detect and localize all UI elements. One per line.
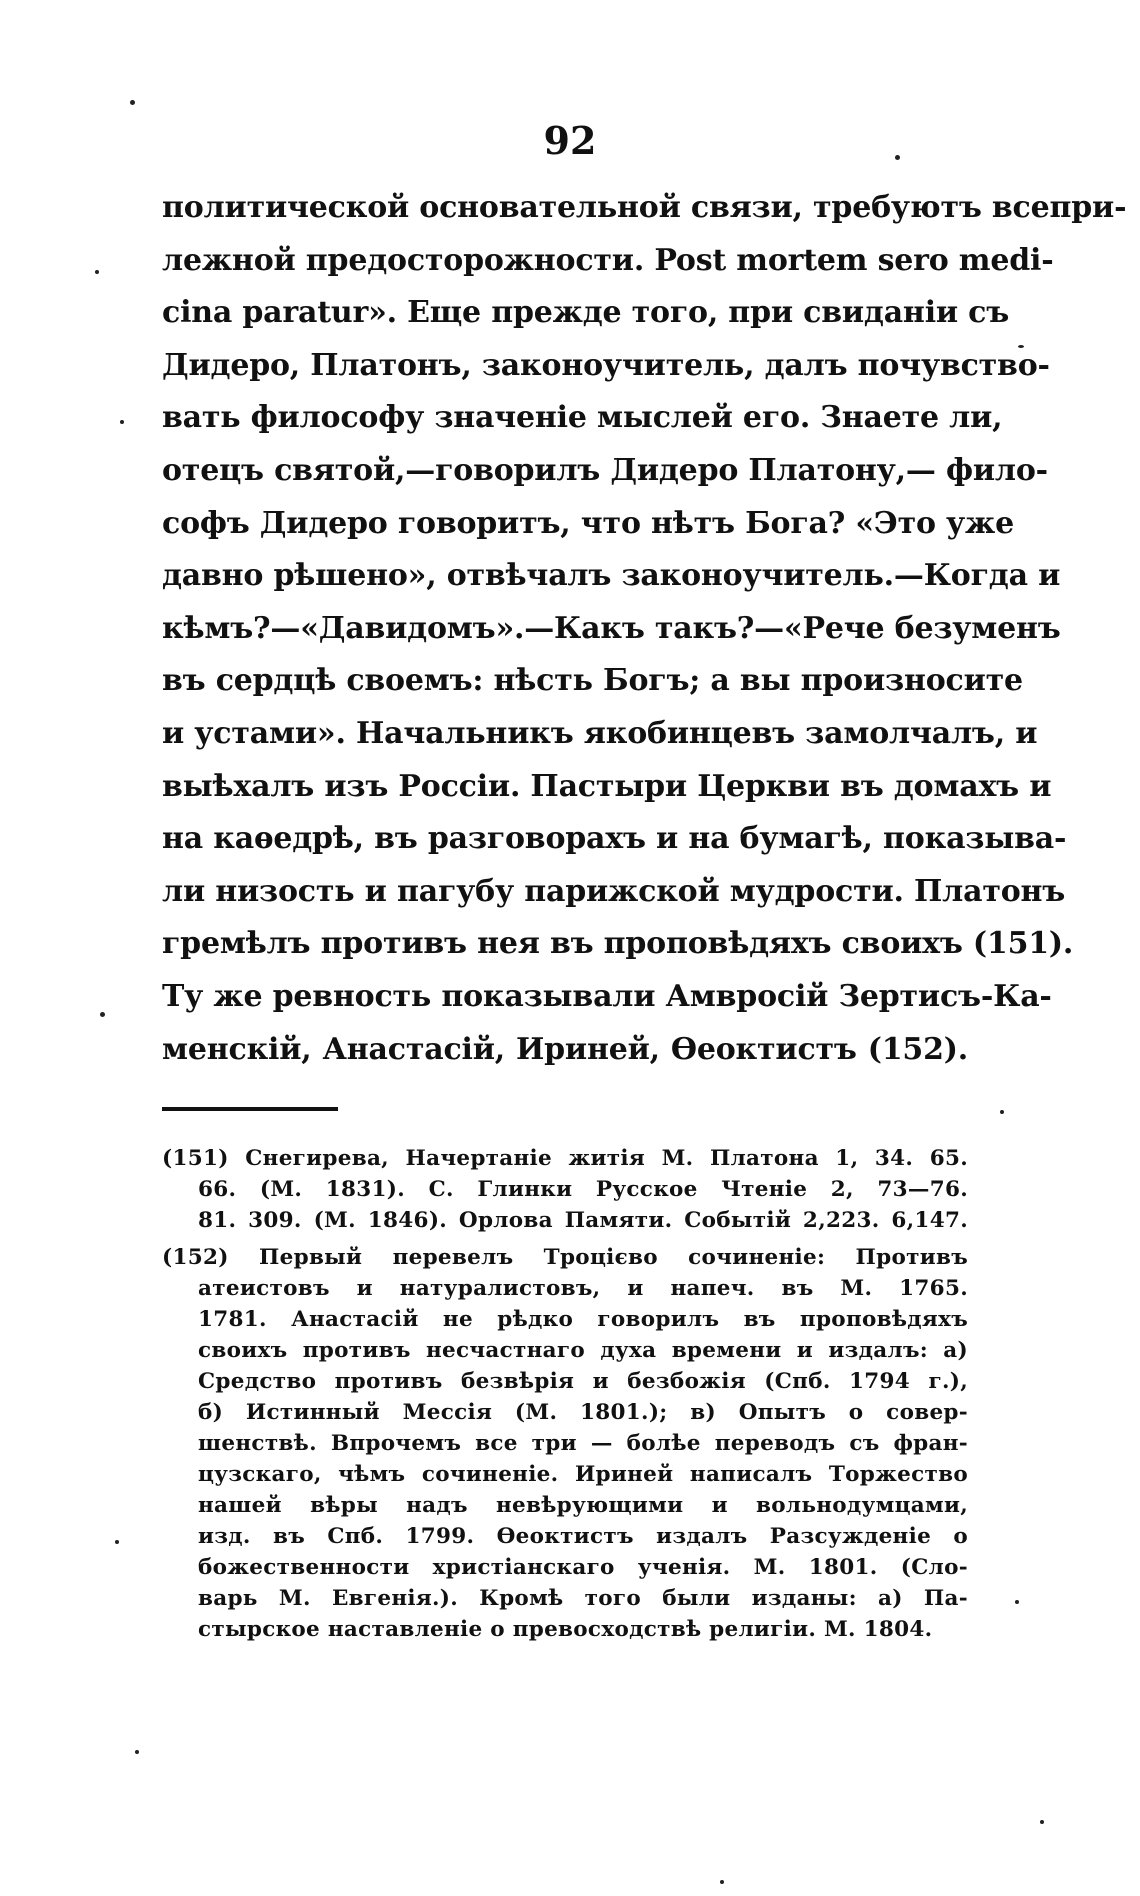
- body-line: кѣмъ?—«Давидомъ».—Какъ такъ?—«Рече безуменъ: [162, 610, 1061, 646]
- body-line: на каѳедрѣ, въ разговорахъ и на бумагѣ, показыва-: [162, 821, 1067, 857]
- footnote-line: атеистовъ и натуралистовъ, и напеч. въ М. 1765.: [198, 1276, 968, 1301]
- footnotes: [162, 1143, 968, 1651]
- scan-speck: [1040, 1820, 1044, 1824]
- scan-speck: [1018, 345, 1024, 348]
- footnote-line: 66. (М. 1831). С. Глинки Русское Чтеніе 2, 73—76.: [198, 1177, 968, 1202]
- footnote-line: нашей вѣры надъ невѣрующими и вольнодумцами,: [198, 1493, 968, 1518]
- scan-speck: [95, 270, 99, 274]
- scan-speck: [720, 1880, 724, 1884]
- body-line: Ту же ревность показывали Амвросій Зертисъ-Ка-: [162, 978, 1052, 1014]
- footnote-line: божественности христіанскаго ученія. М. 1801. (Сло-: [198, 1555, 968, 1580]
- footnote-line: 1781. Анастасій не рѣдко говорилъ въ проповѣдяхъ: [198, 1307, 968, 1332]
- footnote-line: изд. въ Спб. 1799. Ѳеоктистъ издалъ Разсужденіе о: [198, 1524, 968, 1549]
- footnote-152: [162, 1242, 968, 1645]
- footnote-line: шенствѣ. Впрочемъ все три — болѣе переводъ съ фран-: [198, 1431, 968, 1456]
- body-line: выѣхалъ изъ Россіи. Пастыри Церкви въ домахъ и: [162, 768, 1052, 804]
- page-number: 92: [543, 118, 597, 163]
- body-line: лежной предосторожности. Post mortem sero medi-: [162, 242, 1054, 278]
- body-line: и устами». Начальникъ якобинцевъ замолчалъ, и: [162, 715, 1038, 751]
- scan-speck: [1015, 1600, 1019, 1604]
- body-line: софъ Дидеро говоритъ, что нѣтъ Бога? «Это уже: [162, 505, 1015, 541]
- footnote-line: 81. 309. (М. 1846). Орлова Памяти. Событій 2,223. 6,147.: [198, 1208, 968, 1233]
- scan-speck: [100, 1012, 105, 1017]
- footnote-line: своихъ противъ несчастнаго духа времени и издалъ: а): [198, 1338, 968, 1363]
- body-line: отецъ святой,—говорилъ Дидеро Платону,— фило-: [162, 452, 1048, 488]
- scan-speck: [130, 100, 135, 105]
- body-line: ли низость и пагубу парижской мудрости. Платонъ: [162, 873, 1066, 909]
- scan-speck: [115, 1540, 119, 1544]
- scan-speck: [895, 155, 900, 160]
- body-line: политической основательной связи, требуютъ всепри-: [162, 190, 1127, 225]
- footnote-line: б) Истинный Мессія (М. 1801.); в) Опытъ о совер-: [198, 1400, 968, 1425]
- body-line: менскій, Анастасій, Ириней, Ѳеоктистъ (152).: [162, 1031, 968, 1067]
- body-line: вать философу значеніе мыслей его. Знаете ли,: [162, 400, 1003, 436]
- body-line: cina paratur». Еще прежде того, при свиданіи съ: [162, 295, 1010, 331]
- footnote-separator: [162, 1107, 338, 1111]
- footnote-line: варь М. Евгенія.). Кромѣ того были изданы: а) Па-: [198, 1586, 968, 1611]
- scan-speck: [135, 1750, 139, 1754]
- scan-speck: [1000, 1110, 1004, 1114]
- body-text: [162, 182, 1127, 1076]
- footnote-line: Средство противъ безвѣрія и безбожія (Спб. 1794 г.),: [198, 1369, 968, 1394]
- body-line: гремѣлъ противъ нея въ проповѣдяхъ своихъ (151).: [162, 926, 1074, 962]
- body-line: давно рѣшено», отвѣчалъ законоучитель.—Когда и: [162, 558, 1061, 594]
- footnote-151: [162, 1143, 968, 1236]
- footnote-line: (152) Первый перевелъ Троцієво сочиненіе: Противъ: [162, 1245, 968, 1270]
- body-line: въ сердцѣ своемъ: нѣсть Богъ; а вы произносите: [162, 663, 1023, 699]
- footnote-line: стырское наставленіе о превосходствѣ религіи. М. 1804.: [198, 1617, 933, 1642]
- body-line: Дидеро, Платонъ, законоучитель, далъ почувство-: [162, 347, 1050, 383]
- footnote-line: (151) Снегирева, Начертаніе житія М. Платона 1, 34. 65.: [162, 1146, 968, 1171]
- footnote-line: цузскаго, чѣмъ сочиненіе. Ириней написалъ Торжество: [198, 1462, 968, 1487]
- scan-speck: [120, 420, 124, 424]
